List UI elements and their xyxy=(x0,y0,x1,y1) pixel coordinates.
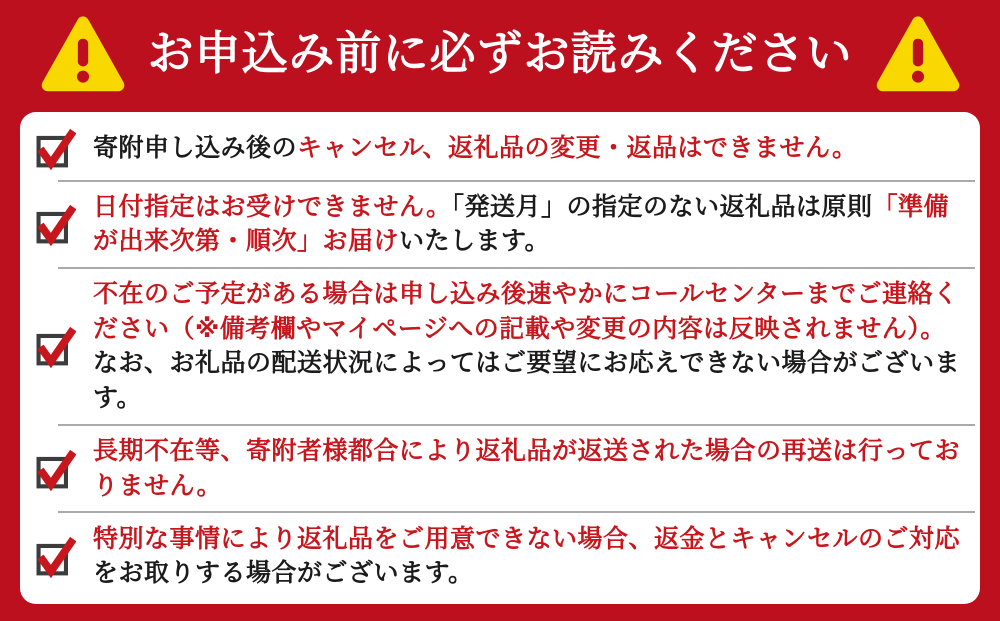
notice-panel xyxy=(20,112,980,604)
page-title: お申込み前に必ずお読みください xyxy=(147,27,853,79)
notice-item xyxy=(20,269,980,423)
notice-text-segment: 「準備が出来次第・順次」お届け xyxy=(93,192,950,256)
notice-text xyxy=(93,434,966,503)
checkbox-icon xyxy=(34,323,76,369)
notice-text-segment: 特別な事情により返礼品をご用意できない場合、返金とキャンセルのご対応 xyxy=(93,524,961,553)
notice-text xyxy=(93,190,966,259)
checkbox-icon xyxy=(34,201,76,247)
notice-item xyxy=(20,514,980,599)
notice-text-segment: 「発送月」の指定のない返礼品は原則 xyxy=(451,192,873,221)
notice-text-segment: 日付指定はお受けできません。 xyxy=(93,192,452,221)
checkbox-icon xyxy=(34,125,76,171)
notice-text-segment: なお、お礼品の配送状況によってはご要望にお応えできない場合がございます。 xyxy=(93,349,961,412)
warning-triangle-icon xyxy=(40,12,126,100)
notice-item xyxy=(20,426,980,511)
notice-text-segment: 長期不在等、寄附者様都合により返礼品が返送された場合の再送は行っておりません。 xyxy=(93,437,961,500)
notice-text-segment: いたします。 xyxy=(399,227,551,256)
header xyxy=(0,0,1000,112)
notice-text-segment: 不在のご予定がある場合は申し込み後速やかにコールセンターまでご連絡ください（※備考欄やマイページへの記載や変更の内容は反映されません）。 xyxy=(93,280,959,343)
notice-text-segment: 寄附申し込み後の xyxy=(93,134,298,163)
notice-text xyxy=(93,522,966,591)
checkbox-icon xyxy=(34,533,76,579)
notice-item xyxy=(20,182,980,267)
notice-text xyxy=(93,131,966,166)
notice-text xyxy=(93,277,966,415)
warning-triangle-icon xyxy=(875,12,961,100)
notice-text-segment: をお取りする場合がございます。 xyxy=(93,559,474,588)
notice-item xyxy=(20,117,980,179)
checkbox-icon xyxy=(34,446,76,492)
notice-text-segment: キャンセル、返礼品の変更・返品はできません。 xyxy=(297,134,858,163)
